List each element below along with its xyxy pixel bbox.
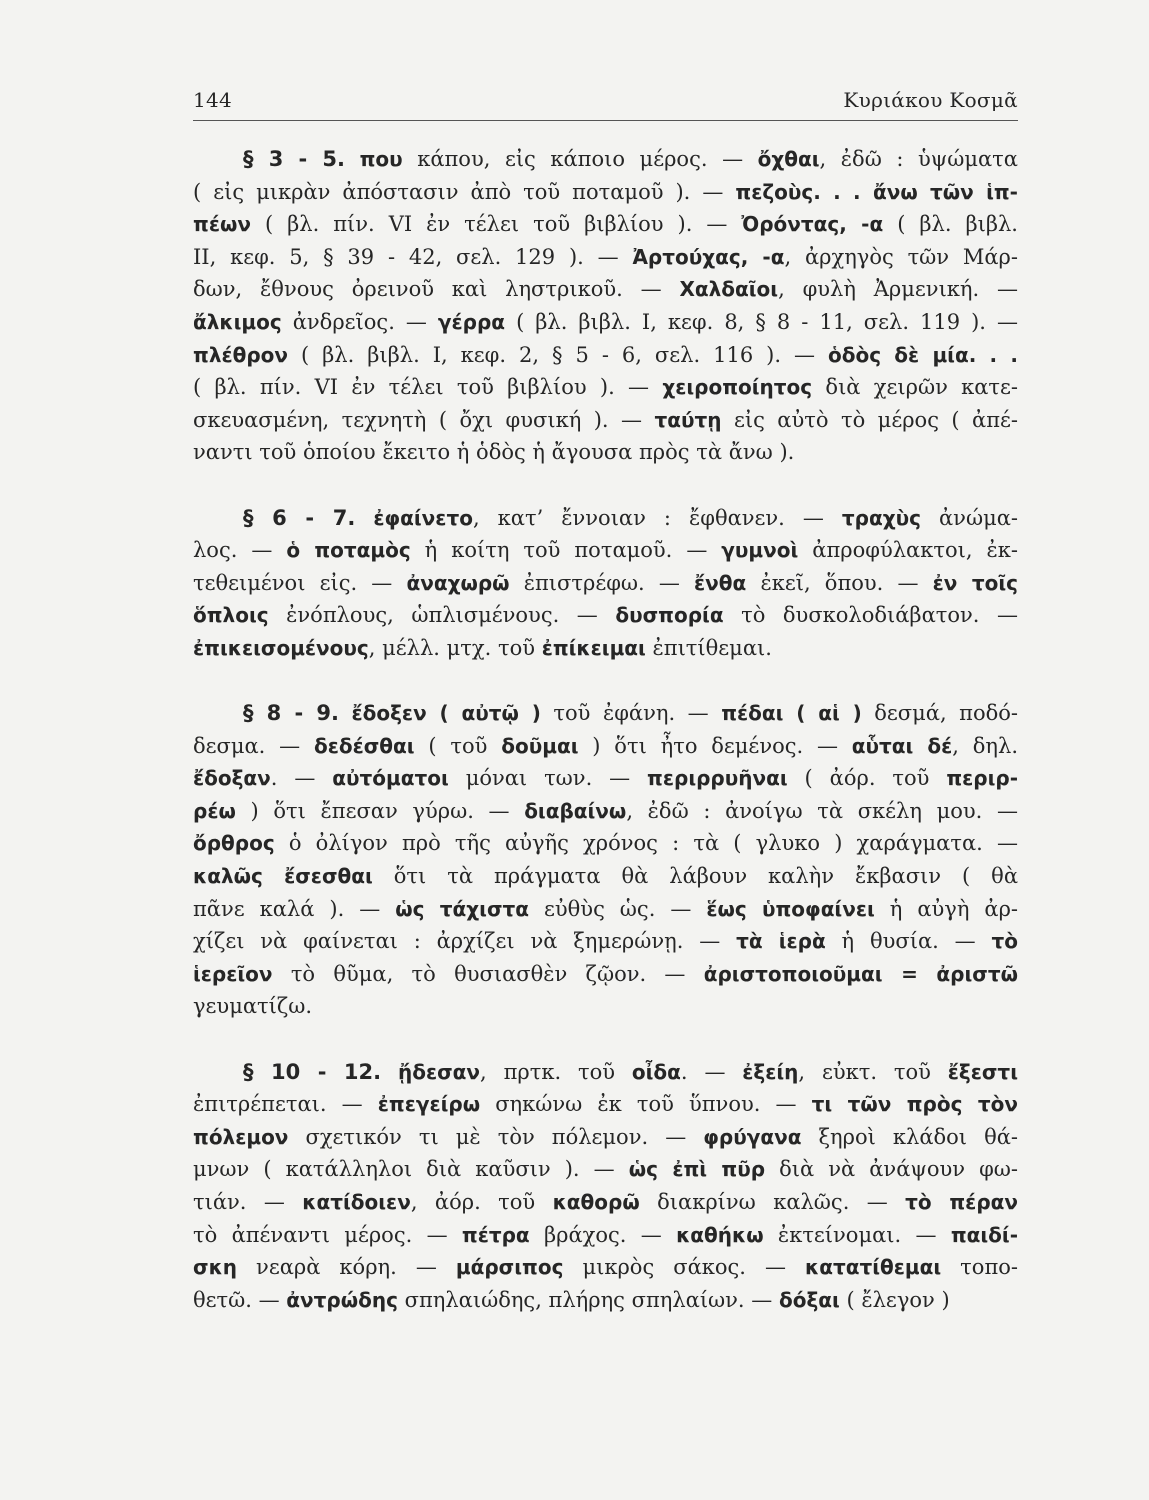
text-line [193,860,1018,893]
gloss-text: , φυλὴ Ἀρμενική. — [778,277,1019,302]
text-line [193,404,1018,437]
lemma: ἐφαίνετο [373,505,473,530]
lemma: Ἀρτούχας, -α [632,244,785,269]
gloss-text: μικρὸς σάκος. — [563,1255,806,1280]
lemma: ταύτῃ [654,407,722,432]
text-line [193,534,1018,567]
section-number: § 6 - 7. [243,505,356,530]
lemma: ὄρθρος [193,831,275,856]
gloss-text: ναντι τοῦ ὁποίου ἔκειτο ἡ ὁδὸς ἡ ἄγουσα πρὸς τὰ ἄνω ). [193,440,795,465]
gloss-text: ὁ ὀλίγον πρὸ τῆς αὐγῆς χρόνος : τὰ ( γλυκο ) χαράγματα. — [274,831,1018,856]
lemma: πόλεμον [193,1124,289,1149]
lemma: ἔδοξαν [193,766,271,791]
text-line [193,893,1018,926]
text-line [193,632,1018,665]
text-line [193,1284,1018,1317]
gloss-text: , μέλλ. μτχ. τοῦ [368,635,542,660]
gloss-text: ἐνόπλους, ὡπλισμένους. — [268,603,616,628]
gloss-text: , ἐδῶ : ὑψώματα [819,147,1018,171]
gloss-text: ἐκτείνομαι. — [763,1222,951,1247]
gloss-text: τιάν. — [193,1190,303,1214]
gloss-text: , ἀρχηγὸς τῶν Μάρ- [784,244,1019,269]
lemma: πέτρα [461,1222,530,1247]
gloss-text: ἐκεῖ, ὅπου. — [746,570,933,595]
lemma: μάρσιπος [455,1255,564,1280]
gloss-text [345,147,360,171]
lemma: ὅπλοις [193,603,269,628]
lemma: περιρ- [946,766,1018,791]
gloss-text: διὰ χειρῶν κατε- [812,375,1019,400]
text-line [193,1219,1018,1252]
gloss-text: εὐθὺς ὡς. — [529,896,707,921]
gloss-text: τεθειμένοι εἰς. — [193,570,407,595]
lemma: παιδί- [950,1222,1018,1247]
gloss-text: ἀνώμα- [920,505,1018,530]
lemma: ἀριστοποιοῦμαι = ἀριστῶ [703,961,1018,986]
gloss-text: , πρτκ. τοῦ [480,1059,632,1084]
lemma: κατίδοιεν [302,1190,411,1214]
lemma: ἐπικεισομένους [193,635,369,660]
lemma: περιρρυῆναι [647,766,788,791]
gloss-text: διακρίνω καλῶς. — [639,1190,906,1214]
gloss-text: ( βλ. βιβλ. [883,212,1018,237]
text-line [193,567,1018,600]
gloss-text: . — [270,766,333,791]
gloss-text: διὰ νὰ ἀνάψουν φω- [765,1157,1018,1182]
running-head [193,88,1018,112]
gloss-text: , εὐκτ. τοῦ [798,1059,948,1084]
gloss-text: μνων ( κατάλληλοι διὰ καῦσιν ). — [193,1157,629,1182]
gloss-text: , ἐδῶ : ἀνοίγω τὰ σκέλη μου. — [626,798,1018,823]
text-line [193,1186,1018,1219]
lemma: ὡς τάχιστα [395,896,530,921]
gloss-text: ξηροὶ κλάδοι θά- [801,1124,1018,1149]
lemma: τι τῶν πρὸς τὸν [811,1092,1018,1117]
gloss-text: βράχος. — [529,1222,677,1247]
gloss-text: ( βλ. βιβλ. I, κεφ. 2, § 5 - 6, σελ. 116 ). — [288,342,828,367]
gloss-text: εἰς αὐτὸ τὸ μέρος ( ἀπέ- [721,407,1019,432]
text-line [193,143,1018,176]
text-line [193,306,1018,339]
lemma: ἔξεστι [947,1059,1018,1084]
lemma: φρύγανα [703,1124,802,1149]
text-line [193,697,1018,730]
gloss-text: ἡ αὐγὴ ἀρ- [874,896,1019,921]
lemma: ἐπεγείρω [377,1092,481,1117]
paragraph [193,1056,1018,1317]
lemma: διαβαίνω [524,798,627,823]
text-line [193,339,1018,372]
lemma: ὁδὸς δὲ μία. . . [827,342,1018,367]
gloss-text: γευματίζω. [193,994,313,1019]
lemma: Χαλδαῖοι [679,277,779,302]
lemma: ἱερεῖον [193,961,273,986]
paragraph [193,143,1018,469]
lemma: τραχὺς [841,505,921,530]
lemma: Ὀρόντας, -α [741,212,884,237]
gloss-text: σχετικόν τι μὲ τὸν πόλεμον. — [288,1124,704,1149]
gloss-text: II, κεφ. 5, § 39 - 42, σελ. 129 ). — [193,244,633,269]
gloss-text: . — [680,1059,743,1084]
gloss-text: δεσμά, ποδό- [861,701,1018,726]
gloss-text: ( τοῦ [414,733,502,758]
text-line [193,795,1018,828]
lemma: ρέω [193,798,236,823]
lemma: ἄλκιμος [193,309,282,334]
lemma: καλῶς ἔσεσθαι [193,864,373,889]
paragraph [193,502,1018,665]
gloss-text: ἐπιτρέπεται. — [193,1092,378,1117]
section-number: § 3 - 5. [243,147,345,171]
lemma: οἶδα [631,1059,681,1084]
lemma: γέρρα [437,309,506,334]
gloss-text: , ἀόρ. τοῦ [410,1190,553,1214]
gloss-text: ὅτι τὰ πράγματα θὰ λάβουν καλὴν ἔκβασιν ( θὰ [372,864,1018,889]
gloss-text: θετῶ. — [193,1287,287,1312]
gloss-text: ἐπιστρέφω. — [509,570,695,595]
lemma: ὄχθαι [757,147,820,171]
text-line [193,371,1018,404]
gloss-text: ) ὅτι ἦτο δεμένος. — [578,733,852,758]
text-line [193,502,1018,535]
lemma: καθήκω [676,1222,764,1247]
lemma: πέδαι ( αἱ ) [721,701,862,726]
text-line [193,1251,1018,1284]
gloss-text: κάπου, εἰς κάποιο μέρος. — [402,147,758,171]
lemma: χειροποίητος [662,375,813,400]
text-line [193,1121,1018,1154]
lemma: ἔνθα [694,570,747,595]
lemma: ἐν τοῖς [932,570,1019,595]
gloss-text: ( ἔλεγον ) [839,1287,950,1312]
text-line [193,208,1018,241]
text-line [193,241,1018,274]
text-line [193,1153,1018,1186]
lemma: τὸ [991,929,1019,954]
lemma: αὐτόματοι [332,766,449,791]
lemma: τὸ πέραν [905,1190,1018,1214]
lemma: ὡς ἐπὶ πῦρ [628,1157,766,1182]
lemma: γυμνοὶ [721,538,799,563]
gloss-text: σπηλαιώδης, πλήρης σπηλαίων. — [397,1287,779,1312]
header-rule [193,120,1018,121]
text-line [193,990,1018,1023]
text-line [193,1056,1018,1089]
gloss-text: ( βλ. βιβλ. I, κεφ. 8, § 8 - 11, σελ. 119 ). — [505,309,1019,334]
lemma: ἔδοξεν ( αὐτῷ ) [351,701,541,726]
gloss-text: πᾶνε καλά ). — [193,896,396,921]
lemma: πεζοὺς. . . ἄνω τῶν ἱπ- [735,179,1018,204]
lemma: πλέθρον [193,342,289,367]
gloss-text: ἡ θυσία. — [825,929,992,954]
gloss-text: τὸ ἀπέναντι μέρος. — [193,1222,462,1247]
gloss-text: τὸ θῦμα, τὸ θυσιασθὲν ζῷον. — [272,961,704,986]
gloss-text: ἀπροφύλακτοι, ἐκ- [798,538,1018,563]
text-line [193,273,1018,306]
text-line [193,1088,1018,1121]
paragraph [193,697,1018,1023]
gloss-text: δεσμα. — [193,733,314,758]
lemma: κατατίθεμαι [805,1255,942,1280]
lemma: αὗται δέ [851,733,953,758]
lemma: ἐπίκειμαι [541,635,646,660]
lemma: δυσπορία [615,603,724,628]
lemma: ἀναχωρῶ [406,570,510,595]
lemma: ἀντρώδης [286,1287,398,1312]
lemma: δεδέσθαι [313,733,415,758]
text-line [193,176,1018,209]
gloss-text: ( βλ. πίν. VI ἐν τέλει τοῦ βιβλίου ). — [250,212,742,237]
text-line [193,436,1018,469]
gloss-text: δων, ἔθνους ὀρεινοῦ καὶ ληστρικοῦ. — [193,277,680,302]
lemma: που [359,147,403,171]
commentary-body [193,143,1018,1316]
section-number: § 10 - 12. [243,1059,382,1084]
gloss-text: σηκώνω ἐκ τοῦ ὕπνου. — [480,1092,812,1117]
gloss-text: τοῦ ἐφάνη. — [540,701,722,726]
running-title: Κυριάκου Κοσμᾶ [843,88,1018,112]
lemma: ἕως ὑποφαίνει [706,896,875,921]
gloss-text: σκευασμένη, τεχνητὴ ( ὄχι φυσική ). — [193,407,655,432]
lemma: πέων [193,212,251,237]
lemma: ἐξείη [742,1059,799,1084]
gloss-text: , κατ’ ἔννοιαν : ἔφθανεν. — [472,505,842,530]
gloss-text [381,1060,398,1084]
lemma: ὁ ποταμὸς [286,538,411,563]
lemma: δόξαι [778,1287,840,1312]
text-line [193,827,1018,860]
gloss-text: χίζει νὰ φαίνεται : ἀρχίζει νὰ ξημερώνῃ. — [193,929,737,954]
gloss-text: λος. — [193,538,287,563]
lemma: τὰ ἱερὰ [736,929,826,954]
text-line [193,730,1018,763]
section-number: § 8 - 9. [243,701,339,726]
text-line [193,925,1018,958]
gloss-text: ἡ κοίτη τοῦ ποταμοῦ. — [410,538,722,563]
lemma: καθορῶ [552,1190,640,1214]
text-line [193,762,1018,795]
gloss-text: ) ὅτι ἔπεσαν γύρω. — [235,798,525,823]
gloss-text: ἀνδρεῖος. — [281,309,438,334]
gloss-text [339,701,352,725]
gloss-text: τοπο- [941,1255,1018,1280]
gloss-text [355,506,373,530]
page-number: 144 [193,88,233,112]
lemma: δοῦμαι [501,733,579,758]
text-line [193,599,1018,632]
gloss-text: νεαρὰ κόρη. — [237,1255,456,1280]
lemma: σκη [193,1255,238,1280]
gloss-text: ( βλ. πίν. VI ἐν τέλει τοῦ βιβλίου ). — [193,375,663,400]
text-line [193,958,1018,991]
gloss-text: ἐπιτίθεμαι. [645,635,772,660]
gloss-text: , δηλ. [952,733,1018,758]
gloss-text: τὸ δυσκολοδιάβατον. — [723,603,1018,628]
gloss-text: ( ἀόρ. τοῦ [787,766,947,791]
lemma: ᾔδεσαν [397,1059,481,1084]
gloss-text: ( εἰς μικρὰν ἀπόστασιν ἀπὸ τοῦ ποταμοῦ ). — [193,179,736,204]
gloss-text: μόναι των. — [448,766,648,791]
